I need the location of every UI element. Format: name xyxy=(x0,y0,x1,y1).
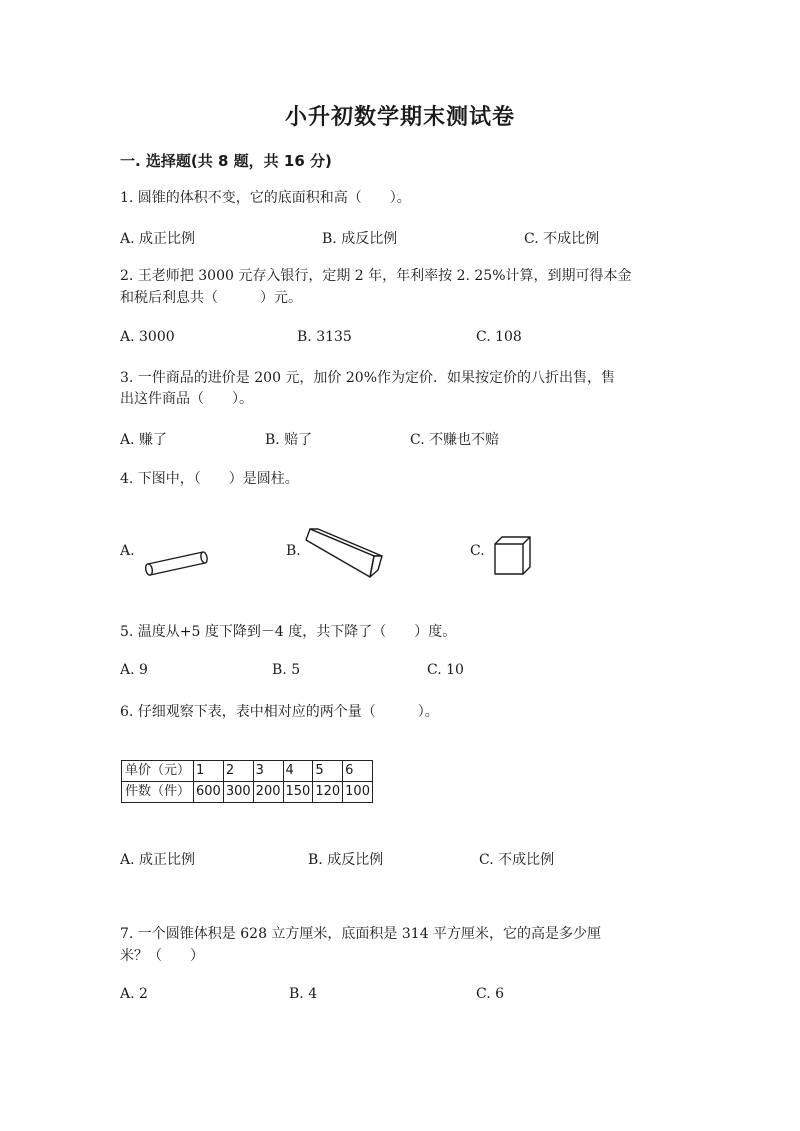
question-3-line-1: 3. 一件商品的进价是 200 元，加价 20%作为定价．如果按定价的八折出售，售 xyxy=(120,370,615,386)
question-3-option-a[interactable]: A. 赚了 xyxy=(120,432,168,448)
price-quantity-table xyxy=(121,760,373,803)
table-cell: 200 xyxy=(253,782,283,803)
question-7-option-c[interactable]: C. 6 xyxy=(476,986,505,1002)
question-2-option-c[interactable]: C. 108 xyxy=(476,329,522,345)
question-6-text: 6. 仔细观察下表，表中相对应的两个量（ ）。 xyxy=(120,704,439,720)
table-cell: 600 xyxy=(194,782,224,803)
table-cell: 150 xyxy=(283,782,313,803)
question-1-option-a[interactable]: A. 成正比例 xyxy=(120,231,196,247)
question-2-option-a[interactable]: A. 3000 xyxy=(120,329,175,345)
table-cell: 120 xyxy=(313,782,343,803)
question-6-option-a[interactable]: A. 成正比例 xyxy=(120,852,196,868)
question-5-text: 5. 温度从+5 度下降到－4 度，共下降了（ ）度。 xyxy=(120,624,457,640)
question-1-option-c[interactable]: C. 不成比例 xyxy=(524,231,600,247)
question-7-line-1: 7. 一个圆锥体积是 628 立方厘米，底面积是 314 平方厘米，它的高是多少厘 xyxy=(120,926,602,942)
table-cell: 6 xyxy=(343,761,373,782)
table-cell: 2 xyxy=(223,761,253,782)
question-4-option-c[interactable]: C. xyxy=(470,543,485,559)
table-cell: 3 xyxy=(253,761,283,782)
table-row xyxy=(122,782,373,803)
question-4-option-a[interactable]: A. xyxy=(120,543,135,559)
question-2-option-b[interactable]: B. 3135 xyxy=(297,329,352,345)
question-3-line-2: 出这件商品（ ）。 xyxy=(120,391,253,407)
question-2-line-1: 2. 王老师把 3000 元存入银行，定期 2 年，年利率按 2. 25%计算，到期可得本金 xyxy=(120,268,632,284)
question-4-text: 4. 下图中，（ ）是圆柱。 xyxy=(120,471,299,487)
question-5-option-b[interactable]: B. 5 xyxy=(272,662,301,678)
question-7-option-a[interactable]: A. 2 xyxy=(120,986,148,1002)
question-6-option-c[interactable]: C. 不成比例 xyxy=(479,852,555,868)
question-7-line-2: 米？（ ） xyxy=(120,948,204,964)
table-cell: 5 xyxy=(313,761,343,782)
table-row xyxy=(122,761,373,782)
question-3-option-c[interactable]: C. 不赚也不赔 xyxy=(410,432,500,448)
cube-figure xyxy=(492,534,536,578)
table-cell: 4 xyxy=(283,761,313,782)
section-heading: 一. 选择题(共 8 题，共 16 分) xyxy=(120,152,332,170)
table-cell: 100 xyxy=(343,782,373,803)
table-cell: 件数（件） xyxy=(122,782,194,803)
question-2-line-2: 和税后利息共（ ）元。 xyxy=(120,290,302,306)
question-1-text: 1. 圆锥的体积不变，它的底面积和高（ ）。 xyxy=(120,190,411,206)
question-5-option-a[interactable]: A. 9 xyxy=(120,662,148,678)
question-4-option-b[interactable]: B. xyxy=(286,543,301,559)
table-cell: 1 xyxy=(194,761,224,782)
question-3-option-b[interactable]: B. 赔了 xyxy=(265,432,313,448)
table-cell: 300 xyxy=(223,782,253,803)
cylinder-figure xyxy=(140,548,212,580)
question-7-option-b[interactable]: B. 4 xyxy=(289,986,318,1002)
question-1-option-b[interactable]: B. 成反比例 xyxy=(322,231,398,247)
question-5-option-c[interactable]: C. 10 xyxy=(427,662,464,678)
table-cell: 单价（元） xyxy=(122,761,194,782)
triangular-prism-figure xyxy=(302,526,388,582)
page-title: 小升初数学期末测试卷 xyxy=(284,104,515,130)
question-6-option-b[interactable]: B. 成反比例 xyxy=(308,852,384,868)
